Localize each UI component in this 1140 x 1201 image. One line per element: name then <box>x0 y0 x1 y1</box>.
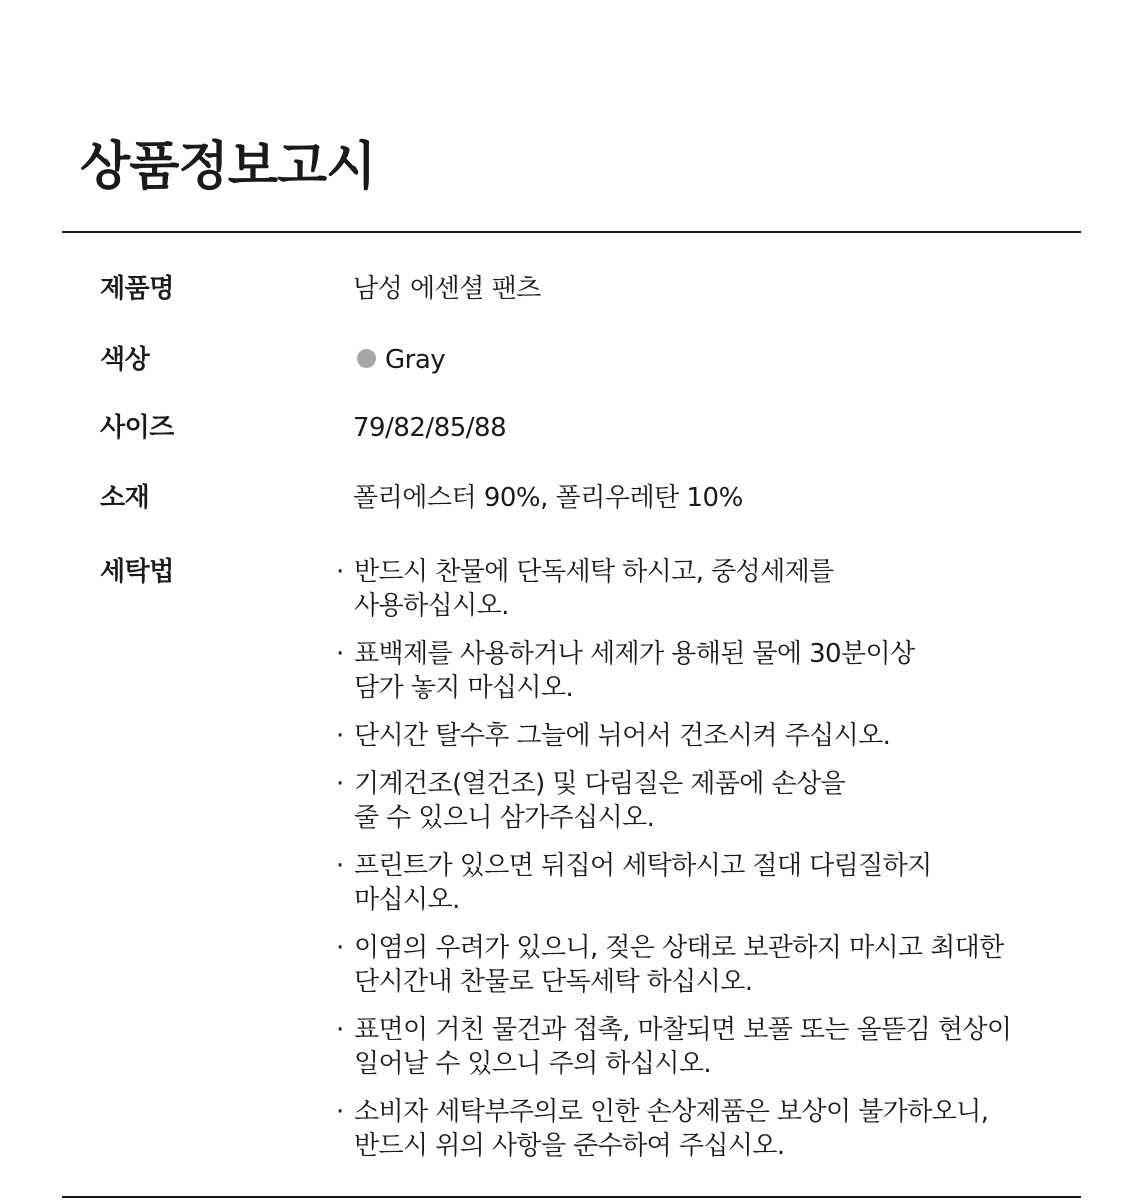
care-item <box>336 719 1096 753</box>
bullet-dot: · <box>336 557 344 587</box>
care-item-line: 반드시 찬물에 단독세탁 하시고, 중성세제를 <box>354 557 834 587</box>
care-item <box>336 767 1096 835</box>
care-item-line: 일어날 수 있으니 주의 하십시오. <box>354 1049 712 1079</box>
care-item <box>336 637 1096 705</box>
care-item-line: 사용하십시오. <box>354 591 509 621</box>
care-item-line: 프린트가 있으면 뒤집어 세탁하시고 절대 다림질하지 <box>354 851 932 881</box>
color-swatch-icon <box>357 349 376 368</box>
top-divider <box>62 231 1081 233</box>
care-item-line: 담가 놓지 마십시오. <box>354 673 574 703</box>
size-label: 사이즈 <box>100 413 174 443</box>
material-label: 소재 <box>100 483 150 513</box>
bullet-dot: · <box>336 1097 344 1127</box>
care-item-line: 단시간 탈수후 그늘에 뉘어서 건조시켜 주십시오. <box>354 721 891 751</box>
care-item <box>336 1095 1096 1163</box>
bottom-divider <box>62 1196 1081 1198</box>
care-item-line: 표면이 거친 물건과 접촉, 마찰되면 보풀 또는 올뜯김 현상이 <box>354 1015 1012 1045</box>
bullet-dot: · <box>336 1015 344 1045</box>
care-instructions-list <box>336 555 1096 1177</box>
care-label: 세탁법 <box>100 557 174 587</box>
care-item-line: 단시간내 찬물로 단독세탁 하십시오. <box>354 967 753 997</box>
size-value: 79/82/85/88 <box>353 413 507 443</box>
care-item-line: 반드시 위의 사항을 준수하여 주십시오. <box>354 1131 785 1161</box>
color-label: 색상 <box>100 345 150 375</box>
bullet-dot: · <box>336 769 344 799</box>
care-item-line: 마십시오. <box>354 885 460 915</box>
care-item-line: 표백제를 사용하거나 세제가 용해된 물에 30분이상 <box>354 639 915 669</box>
care-item <box>336 1013 1096 1081</box>
care-item-line: 이염의 우려가 있으니, 젖은 상태로 보관하지 마시고 최대한 <box>354 933 1004 963</box>
bullet-dot: · <box>336 851 344 881</box>
care-item <box>336 555 1096 623</box>
care-item <box>336 849 1096 917</box>
bullet-dot: · <box>336 639 344 669</box>
bullet-dot: · <box>336 933 344 963</box>
care-item <box>336 931 1096 999</box>
care-item-line: 소비자 세탁부주의로 인한 손상제품은 보상이 불가하오니, <box>354 1097 989 1127</box>
color-value-wrap <box>357 343 445 377</box>
color-value: Gray <box>385 345 446 375</box>
care-item-line: 기계건조(열건조) 및 다림질은 제품에 손상을 <box>354 769 846 799</box>
product-name-value: 남성 에센셜 팬츠 <box>353 274 541 304</box>
page-title: 상품정보고시 <box>80 137 376 197</box>
product-name-label: 제품명 <box>100 274 174 304</box>
care-item-line: 줄 수 있으니 삼가주십시오. <box>354 803 655 833</box>
bullet-dot: · <box>336 721 344 751</box>
material-value: 폴리에스터 90%, 폴리우레탄 10% <box>353 483 743 513</box>
